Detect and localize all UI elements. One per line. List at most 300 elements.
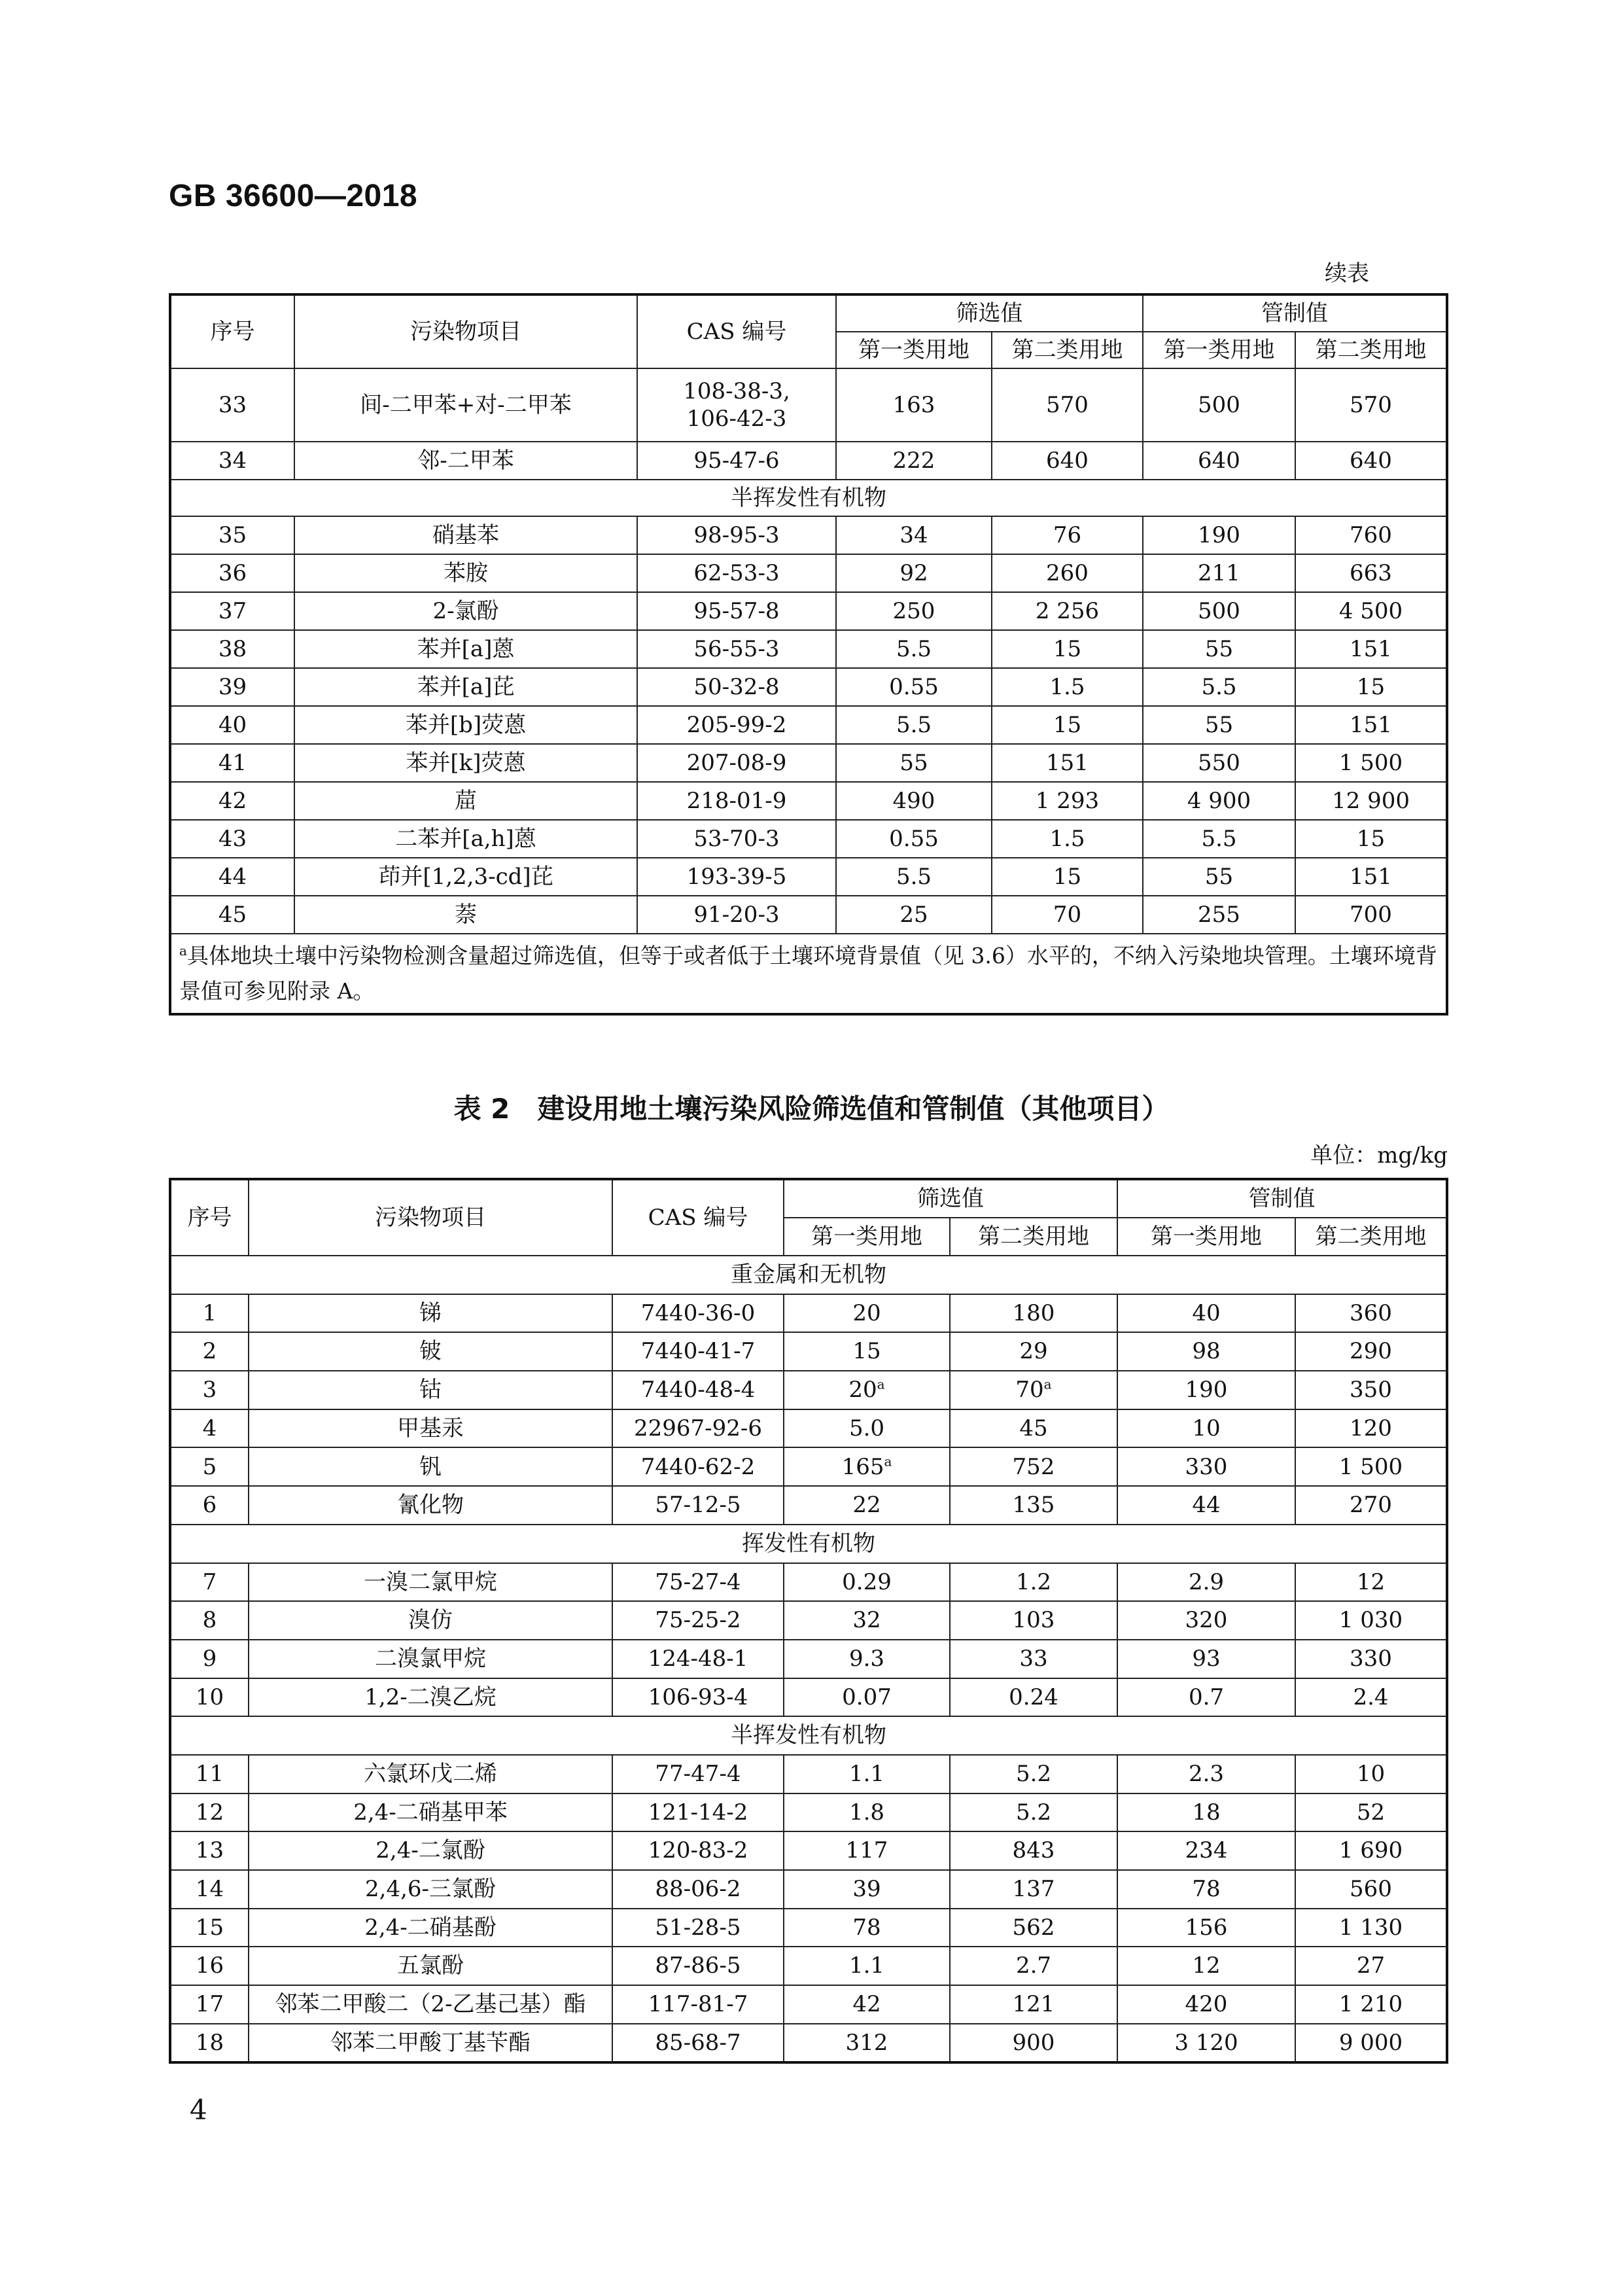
cell-cas (637, 668, 836, 706)
cell-screen-class1 (836, 368, 992, 442)
cell-seq (170, 1601, 249, 1640)
cell-seq (170, 1678, 249, 1717)
cell-control-class2 (1295, 744, 1447, 782)
table-row (170, 1870, 1447, 1909)
cell-seq-text: 14 (195, 1876, 224, 1903)
cell-seq-text: 43 (218, 825, 247, 852)
cell-control-class1-text: 93 (1192, 1645, 1221, 1672)
table-row (170, 1831, 1447, 1870)
cell-control-class2 (1295, 1793, 1447, 1832)
header-control-class1: 第一类用地 (1143, 332, 1295, 368)
cell-screen-class1 (784, 1947, 950, 1985)
cell-pollutant-text: 2,4-二硝基酚 (364, 1914, 497, 1941)
cell-cas-text: 62-53-3 (693, 559, 780, 586)
cell-cas (637, 896, 836, 934)
cell-screen-class2 (992, 554, 1143, 592)
cell-control-class1 (1143, 782, 1295, 820)
cell-seq (170, 1985, 249, 2024)
cell-screen-class2 (950, 1601, 1117, 1640)
cell-screen-class2-text: 640 (1046, 447, 1089, 474)
cell-control-class1-text: 12 (1192, 1952, 1221, 1979)
cell-screen-class2 (950, 1755, 1117, 1793)
cell-control-class1-text: 5.5 (1201, 673, 1237, 700)
cell-pollutant (294, 442, 637, 480)
cell-seq (170, 744, 294, 782)
cell-control-class1-text: 4 900 (1187, 787, 1251, 814)
cell-screen-class1-text: 5.5 (896, 635, 932, 662)
cell-control-class2 (1295, 1831, 1447, 1870)
cell-control-class2-text: 1 690 (1338, 1837, 1403, 1864)
cell-pollutant (249, 1909, 612, 1947)
cell-pollutant-text: 1,2-二溴乙烷 (364, 1684, 497, 1710)
cell-seq (170, 442, 294, 480)
cell-screen-class1-text: 55 (899, 749, 928, 776)
cell-cas (637, 858, 836, 896)
cell-seq-text: 40 (218, 711, 247, 738)
cell-pollutant (294, 896, 637, 934)
section-label: 半挥发性有机物 (170, 1716, 1447, 1755)
cell-seq (170, 1870, 249, 1909)
cell-control-class2 (1295, 1909, 1447, 1947)
cell-control-class1-text: 640 (1198, 447, 1240, 474)
cell-screen-class1-text: 92 (899, 559, 928, 586)
cell-control-class2 (1295, 1640, 1447, 1678)
cell-control-class1 (1117, 1678, 1295, 1717)
cell-screen-class1 (784, 1447, 950, 1486)
cell-screen-class2-text: 33 (1019, 1645, 1048, 1672)
cell-seq-text: 45 (218, 901, 247, 928)
cell-cas (612, 1294, 784, 1333)
cell-screen-class2 (950, 1447, 1117, 1486)
cell-seq-text: 1 (202, 1299, 217, 1326)
table-row (170, 820, 1447, 858)
cell-screen-class2 (992, 820, 1143, 858)
cell-control-class1-text: 3 120 (1174, 2029, 1238, 2056)
cell-control-class2-text: 760 (1350, 521, 1392, 548)
cell-cas-text: 124-48-1 (648, 1645, 748, 1672)
cell-seq-text: 34 (218, 447, 247, 474)
cell-seq-text: 15 (195, 1914, 224, 1941)
header-cas: CAS 编号 (612, 1179, 784, 1256)
cell-control-class2-text: 640 (1350, 447, 1392, 474)
cell-control-class1-text: 55 (1204, 711, 1234, 738)
cell-screen-class2 (950, 1870, 1117, 1909)
footnote-text: 具体地块土壤中污染物检测含量超过筛选值，但等于或者低于土壤环境背景值（见 3.6）水平的，不纳入污染地块管理。土壤环境背景值可参见附录 A。 (179, 942, 1437, 1004)
cell-pollutant-text: 苯并[a]蒽 (417, 635, 515, 662)
table-header-row (170, 294, 1447, 332)
section-label: 重金属和无机物 (170, 1256, 1447, 1294)
table-row (170, 1371, 1447, 1409)
cell-pollutant-text: 铍 (419, 1338, 442, 1365)
cell-screen-class2-text: 15 (1053, 863, 1082, 890)
cell-seq-text: 42 (218, 787, 247, 814)
cell-control-class1-text: 330 (1185, 1453, 1228, 1480)
cell-control-class1-text: 2.3 (1188, 1761, 1225, 1788)
cell-control-class2 (1295, 1486, 1447, 1525)
cell-screen-class2-text: 843 (1012, 1837, 1055, 1864)
cell-seq (170, 820, 294, 858)
cell-control-class1-text: 55 (1204, 635, 1234, 662)
cell-screen-class2 (950, 1332, 1117, 1371)
cell-cas (637, 554, 836, 592)
cell-seq-text: 3 (202, 1377, 217, 1404)
header-screening-class2: 第二类用地 (992, 332, 1143, 368)
cell-screen-class1 (836, 744, 992, 782)
table-row (170, 706, 1447, 744)
cell-control-class1 (1117, 1793, 1295, 1832)
cell-pollutant (249, 1678, 612, 1717)
cell-pollutant-text: 锑 (419, 1299, 442, 1326)
cell-control-class1-text: 255 (1198, 901, 1240, 928)
table-row (170, 2024, 1447, 2063)
cell-seq (170, 1409, 249, 1448)
cell-control-class1-text: 211 (1198, 559, 1240, 586)
table-row (170, 1640, 1447, 1678)
cell-screen-class2 (992, 630, 1143, 668)
cell-screen-class1-text: 1.1 (848, 1761, 885, 1788)
cell-screen-class1-text: 0.07 (842, 1684, 892, 1710)
cell-control-class2 (1295, 1678, 1447, 1717)
cell-screen-class1-text: 222 (892, 447, 935, 474)
cell-cas-text: 22967-92-6 (633, 1415, 763, 1441)
cell-pollutant-text: 苯胺 (444, 559, 488, 586)
cell-seq-text: 17 (195, 1991, 224, 2018)
header-pollutant: 污染物项目 (294, 294, 637, 368)
cell-control-class2-text: 1 500 (1338, 1453, 1403, 1480)
cell-pollutant-text: 一溴二氯甲烷 (364, 1568, 497, 1595)
cell-seq (170, 592, 294, 630)
cell-screen-class2-text: 15 (1053, 711, 1082, 738)
cell-pollutant (249, 1409, 612, 1448)
cell-control-class2 (1295, 1447, 1447, 1486)
cell-screen-class1 (836, 706, 992, 744)
cell-control-class2 (1295, 1409, 1447, 1448)
cell-control-class1 (1143, 368, 1295, 442)
cell-control-class2 (1295, 1294, 1447, 1333)
cell-pollutant (249, 1947, 612, 1985)
cell-control-class2 (1295, 896, 1447, 934)
cell-cas-text: 207-08-9 (686, 749, 787, 776)
cell-screen-class2 (950, 1371, 1117, 1409)
cell-cas-text: 88-06-2 (655, 1876, 741, 1903)
cell-cas (612, 1409, 784, 1448)
cell-screen-class2 (992, 744, 1143, 782)
cell-control-class2-text: 570 (1350, 391, 1392, 418)
section-row (170, 1256, 1447, 1294)
cell-screen-class2-text: 1.5 (1049, 825, 1085, 852)
cell-seq (170, 2024, 249, 2063)
cell-pollutant (249, 1640, 612, 1678)
cell-cas-text: 75-25-2 (655, 1607, 741, 1634)
cell-screen-class1-text: 9.3 (848, 1645, 885, 1672)
cell-seq (170, 1793, 249, 1832)
cell-screen-class1-text: 250 (892, 597, 935, 624)
cell-control-class2 (1295, 592, 1447, 630)
table-row (170, 896, 1447, 934)
cell-screen-class1 (836, 668, 992, 706)
table-row (170, 1294, 1447, 1333)
cell-screen-class2-text: 70 (1015, 1377, 1044, 1404)
cell-control-class1-text: 2.9 (1188, 1568, 1225, 1595)
cell-pollutant (249, 1793, 612, 1832)
cell-seq-text: 7 (202, 1568, 217, 1595)
cell-seq-text: 39 (218, 673, 247, 700)
cell-cas (612, 1332, 784, 1371)
table-row (170, 1793, 1447, 1832)
cell-screen-class1 (784, 1755, 950, 1793)
cell-cas-text: 193-39-5 (686, 863, 787, 890)
cell-cas (612, 1985, 784, 2024)
header-control: 管制值 (1117, 1179, 1447, 1218)
cell-screen-class1-text: 117 (845, 1837, 888, 1864)
cell-control-class2-text: 4 500 (1338, 597, 1403, 624)
cell-screen-class1-text: 20 (848, 1377, 877, 1404)
cell-screen-class2-text: 1 293 (1035, 787, 1100, 814)
table-1-continued (169, 293, 1448, 1016)
cell-screen-class1 (836, 516, 992, 554)
table-row (170, 668, 1447, 706)
cell-seq (170, 516, 294, 554)
cell-cas (612, 1678, 784, 1717)
table-row (170, 516, 1447, 554)
cell-control-class2-text: 560 (1350, 1876, 1392, 1903)
footnote (170, 934, 1447, 1014)
table-row (170, 442, 1447, 480)
cell-seq-text: 9 (202, 1645, 217, 1672)
cell-control-class1-text: 190 (1198, 521, 1240, 548)
header-control: 管制值 (1143, 294, 1447, 332)
cell-control-class1-text: 550 (1198, 749, 1240, 776)
cell-pollutant-text: 邻苯二甲酸二（2-乙基己基）酯 (275, 1991, 586, 2018)
cell-screen-class2 (992, 782, 1143, 820)
cell-control-class2-text: 2.4 (1353, 1684, 1389, 1710)
cell-screen-class2 (950, 1947, 1117, 1985)
cell-screen-class2-text: 562 (1012, 1914, 1055, 1941)
cell-control-class2-text: 15 (1356, 673, 1386, 700)
cell-control-class2 (1295, 442, 1447, 480)
cell-cas-text: 205-99-2 (686, 711, 787, 738)
cell-pollutant (249, 1870, 612, 1909)
cell-screen-class1 (784, 1870, 950, 1909)
cell-pollutant-text: 间-二甲苯+对-二甲苯 (360, 391, 572, 418)
cell-pollutant (294, 858, 637, 896)
cell-seq-text: 13 (195, 1837, 224, 1864)
cell-control-class1 (1117, 1870, 1295, 1909)
cell-pollutant-text: 2,4-二氯酚 (375, 1837, 485, 1864)
cell-control-class2 (1295, 630, 1447, 668)
cell-control-class1-text: 156 (1185, 1914, 1228, 1941)
table-row (170, 782, 1447, 820)
cell-control-class2-text: 151 (1350, 863, 1392, 890)
cell-control-class1 (1143, 592, 1295, 630)
cell-pollutant (294, 782, 637, 820)
cell-screen-class1 (836, 630, 992, 668)
footnote-row (170, 934, 1447, 1014)
table-row (170, 1678, 1447, 1717)
cell-control-class2-text: 360 (1350, 1299, 1392, 1326)
cell-screen-class2-text: 570 (1046, 391, 1089, 418)
cell-screen-class1 (836, 442, 992, 480)
cell-seq (170, 554, 294, 592)
cell-screen-class1 (784, 2024, 950, 2063)
footnote-marker: a (877, 1376, 885, 1392)
section-label: 半挥发性有机物 (170, 480, 1447, 516)
cell-pollutant (294, 368, 637, 442)
cell-seq-text: 38 (218, 635, 247, 662)
cell-cas-text: 77-47-4 (655, 1761, 741, 1788)
cell-seq-text: 12 (195, 1799, 224, 1826)
cell-screen-class2 (950, 1563, 1117, 1602)
cell-control-class2-text: 1 030 (1338, 1607, 1403, 1634)
page-number: 4 (190, 2094, 207, 2126)
cell-seq (170, 1640, 249, 1678)
cell-screen-class2-text: 5.2 (1015, 1799, 1052, 1826)
cell-screen-class2 (950, 1640, 1117, 1678)
cell-seq (170, 1294, 249, 1333)
cell-cas-text: 91-20-3 (693, 901, 780, 928)
cell-control-class1 (1143, 706, 1295, 744)
cell-pollutant-text: 2-氯酚 (432, 597, 499, 624)
cell-screen-class1 (784, 1563, 950, 1602)
cell-cas (612, 1793, 784, 1832)
cell-seq (170, 1447, 249, 1486)
cell-control-class2 (1295, 554, 1447, 592)
cell-pollutant-text: 六氯环戊二烯 (364, 1761, 497, 1788)
cell-pollutant-text: 氰化物 (397, 1492, 464, 1519)
cell-pollutant (249, 1371, 612, 1409)
cell-cas (612, 1909, 784, 1947)
cell-seq-text: 37 (218, 597, 247, 624)
cell-pollutant-text: 二溴氯甲烷 (375, 1645, 486, 1672)
cell-cas (612, 1486, 784, 1525)
cell-seq-text: 16 (195, 1952, 224, 1979)
cell-screen-class1 (836, 820, 992, 858)
cell-pollutant (249, 1985, 612, 2024)
cell-cas-text: 7440-48-4 (640, 1377, 756, 1404)
cell-seq-text: 41 (218, 749, 247, 776)
cell-screen-class1 (784, 1601, 950, 1640)
cell-control-class2-text: 12 (1356, 1568, 1386, 1595)
table-row (170, 1332, 1447, 1371)
cell-screen-class1-text: 0.55 (889, 673, 939, 700)
cell-control-class2-text: 12 900 (1332, 787, 1410, 814)
cell-screen-class1-text: 0.29 (842, 1568, 892, 1595)
cell-pollutant-text: 钴 (419, 1377, 442, 1404)
cell-control-class2 (1295, 1371, 1447, 1409)
cell-pollutant (294, 668, 637, 706)
cell-seq (170, 782, 294, 820)
cell-pollutant-text: 甲基汞 (397, 1415, 464, 1441)
cell-screen-class1-text: 1.8 (848, 1799, 885, 1826)
cell-pollutant (249, 1831, 612, 1870)
cell-screen-class1-text: 5.0 (848, 1415, 885, 1441)
header-seq: 序号 (170, 294, 294, 368)
table-row (170, 1947, 1447, 1985)
cell-pollutant-text: 萘 (455, 901, 477, 928)
cell-screen-class2 (950, 1678, 1117, 1717)
cell-control-class2-text: 290 (1350, 1338, 1392, 1365)
cell-screen-class1 (784, 1793, 950, 1832)
cell-cas-text-2: 106-42-3 (686, 406, 787, 432)
cell-control-class1 (1117, 1332, 1295, 1371)
cell-cas (612, 1947, 784, 1985)
cell-control-class2-text: 15 (1356, 825, 1386, 852)
cell-pollutant-text: 邻-二甲苯 (417, 447, 514, 474)
table-row (170, 554, 1447, 592)
cell-seq (170, 1909, 249, 1947)
table-2 (169, 1178, 1448, 2064)
cell-screen-class1 (784, 1486, 950, 1525)
cell-seq-text: 8 (202, 1607, 217, 1634)
cell-pollutant (294, 630, 637, 668)
cell-control-class1-text: 320 (1185, 1607, 1228, 1634)
table-row (170, 744, 1447, 782)
cell-control-class1-text: 420 (1185, 1991, 1228, 2018)
cell-cas-text: 7440-62-2 (640, 1453, 756, 1480)
cell-cas-text: 85-68-7 (655, 2029, 741, 2056)
table-row (170, 1486, 1447, 1525)
cell-control-class2-text: 1 500 (1338, 749, 1403, 776)
cell-screen-class1-text: 5.5 (896, 711, 932, 738)
header-screening-class1: 第一类用地 (784, 1218, 950, 1256)
continued-label: 续表 (1325, 260, 1369, 287)
cell-pollutant (294, 554, 637, 592)
cell-screen-class1 (836, 554, 992, 592)
cell-cas-text: 120-83-2 (648, 1837, 748, 1864)
cell-screen-class1-text: 5.5 (896, 863, 932, 890)
header-control-class2: 第二类用地 (1295, 332, 1447, 368)
cell-screen-class1-text: 15 (852, 1338, 881, 1365)
header-screening: 筛选值 (784, 1179, 1117, 1218)
cell-control-class1 (1143, 858, 1295, 896)
cell-control-class1 (1143, 630, 1295, 668)
cell-screen-class1-text: 25 (899, 901, 928, 928)
header-control-class1: 第一类用地 (1117, 1218, 1295, 1256)
cell-pollutant-text: 邻苯二甲酸丁基苄酯 (330, 2029, 531, 2056)
cell-screen-class1 (784, 1909, 950, 1947)
cell-pollutant (249, 1447, 612, 1486)
cell-cas (612, 1640, 784, 1678)
cell-control-class1 (1143, 516, 1295, 554)
cell-pollutant-text: 䓛 (455, 787, 477, 814)
cell-seq (170, 1947, 249, 1985)
cell-control-class2 (1295, 820, 1447, 858)
table-2-title: 表 2 建设用地土壤污染风险筛选值和管制值（其他项目） (453, 1093, 1170, 1125)
cell-seq (170, 1755, 249, 1793)
cell-control-class1 (1117, 1755, 1295, 1793)
cell-seq-text: 44 (218, 863, 247, 890)
header-screening: 筛选值 (836, 294, 1143, 332)
cell-seq (170, 896, 294, 934)
cell-screen-class2-text: 15 (1053, 635, 1082, 662)
cell-pollutant-text: 五氯酚 (397, 1952, 464, 1979)
cell-control-class1 (1117, 1831, 1295, 1870)
cell-pollutant (249, 2024, 612, 2063)
cell-control-class2 (1295, 1332, 1447, 1371)
table-row (170, 1601, 1447, 1640)
cell-screen-class2-text: 45 (1019, 1415, 1048, 1441)
cell-seq-text: 36 (218, 559, 247, 586)
cell-control-class1 (1117, 1486, 1295, 1525)
cell-screen-class2-text: 900 (1012, 2029, 1055, 2056)
cell-cas-text: 106-93-4 (648, 1684, 748, 1710)
table-row (170, 1563, 1447, 1602)
footnote-marker: a (884, 1453, 892, 1470)
cell-seq (170, 668, 294, 706)
cell-control-class1-text: 78 (1192, 1876, 1221, 1903)
cell-screen-class1-text: 39 (852, 1876, 881, 1903)
cell-control-class2-text: 151 (1350, 635, 1392, 662)
